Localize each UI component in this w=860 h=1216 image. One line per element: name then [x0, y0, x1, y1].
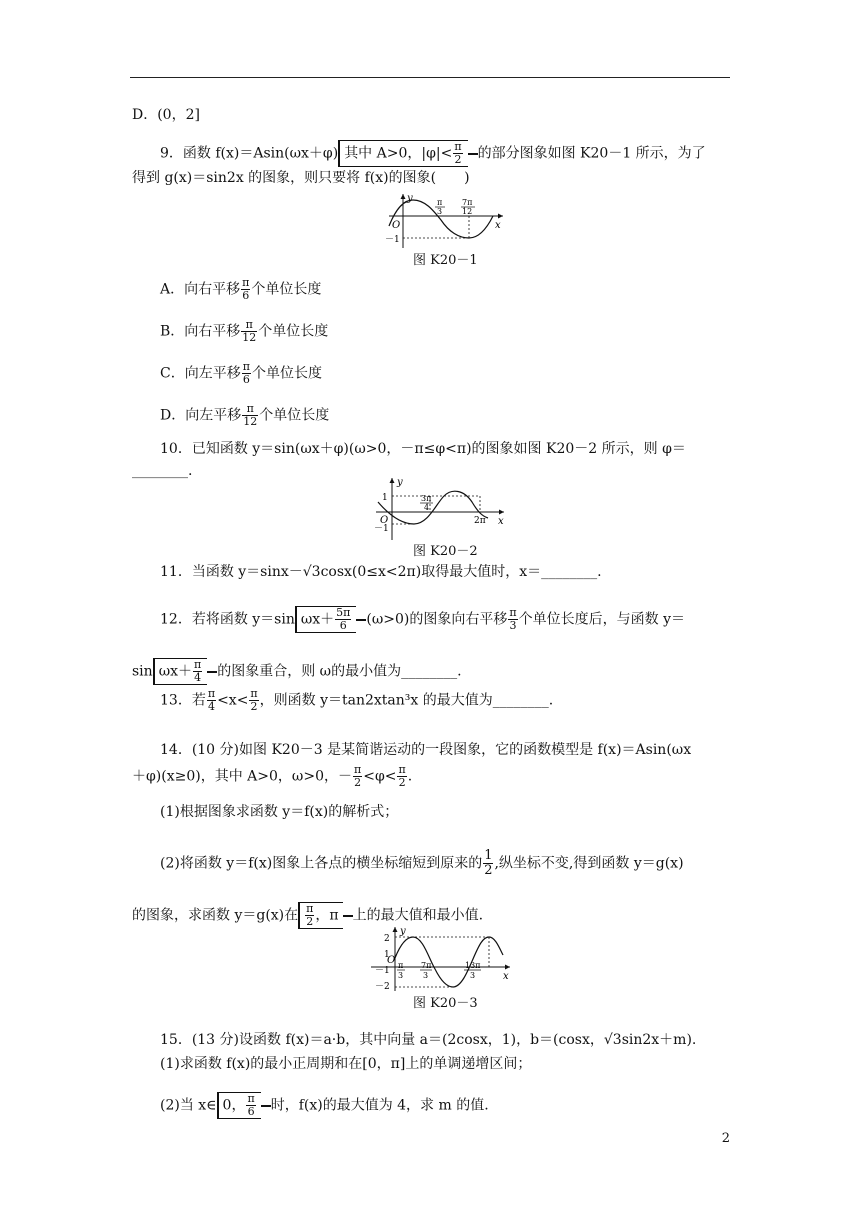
q14-stem-line2: ＋φ)(x≥0)，其中 A>0，ω>0，－ $\frac{\pi}{2}$ <φ< $\frac{\pi}{2}$ . [132, 763, 413, 789]
q12-stem-line2: sin ωx＋ $\frac{\pi}{4}$ 的图象重合，则 ω的最小值为________. [132, 658, 462, 684]
q14-part2-line2: 的图象，求函数 y＝g(x)在 $\frac{\pi}{2}$ ，π 上的最大值和最小值. [132, 902, 484, 928]
q9-option-c: C．向左平移 $\frac{\pi}{6}$ 个单位长度 [160, 360, 322, 386]
svg-text:3: 3 [470, 971, 476, 980]
q15-part1: (1)求函数 f(x)的最小正周期和在[0，π]上的单调递增区间； [160, 1056, 532, 1072]
svg-text:2π: 2π [474, 516, 486, 526]
q9-stem-line2: 得到 g(x)＝sin2x 的图象，则只要将 f(x)的图象( ) [132, 170, 470, 186]
svg-text:O: O [380, 515, 389, 526]
svg-text:O: O [392, 220, 401, 231]
q10-stem-line1: 10．已知函数 y＝sin(ωx＋φ)(ω>0，－π≤φ<π)的图象如图 K20－2 所示，则 φ＝ [160, 441, 686, 457]
figure-k20-2 [370, 476, 510, 542]
q14-part1: (1)根据图象求函数 y＝f(x)的解析式； [160, 804, 399, 820]
svg-text:3: 3 [423, 971, 429, 980]
q12-stem-line1: 12．若将函数 y＝sin ωx＋ $\frac{5\pi}{6}$ (ω>0)的图象向右平移 $\frac{\pi}{3}$ 个单位长度后，与函数 y＝ [160, 606, 685, 632]
svg-text:3π: 3π [421, 494, 432, 503]
svg-text:3: 3 [437, 207, 443, 216]
page-number: 2 [721, 1131, 730, 1146]
q9-option-a: A．向右平移 $\frac{\pi}{6}$ 个单位长度 [160, 276, 322, 302]
caption-k20-2: 图 K20－2 [413, 544, 478, 559]
svg-text:y: y [407, 193, 413, 204]
q10-stem-line2: ________. [132, 463, 193, 479]
q13-stem: 13．若 $\frac{\pi}{4}$ <x< $\frac{\pi}{2}$ ，则函数 y＝tan2xtan³x 的最大值为________. [160, 687, 554, 713]
caption-k20-3: 图 K20－3 [413, 996, 478, 1011]
q15-stem: 15．(13 分)设函数 f(x)＝a·b，其中向量 a＝(2cosx，1)，b＝(cosx，√3sin2x＋m). [160, 1032, 697, 1048]
q15-part2: (2)当 x∈ 0， $\frac{\pi}{6}$ 时，f(x)的最大值为 4，求 m 的值. [160, 1092, 489, 1118]
svg-text:－1: －1 [375, 966, 390, 976]
svg-text:－1: －1 [374, 524, 389, 534]
header-rule [130, 77, 730, 78]
figure-k20-1 [383, 192, 508, 250]
svg-text:1: 1 [384, 950, 390, 960]
svg-text:4: 4 [424, 503, 430, 512]
svg-text:π: π [437, 198, 443, 207]
q14-part2-line1: (2)将函数 y＝f(x)图象上各点的横坐标缩短到原来的 $\frac{1}{2}$ ,纵坐标不变,得到函数 y＝g(x) [160, 848, 684, 878]
caption-k20-1: 图 K20－1 [413, 253, 478, 268]
q9-option-d: D．向左平移 $\frac{\pi}{12}$ 个单位长度 [160, 402, 330, 428]
q9-stem-line1: 9．函数 f(x)＝Asin(ωx＋φ) 其中 A>0，|φ|< $\frac{\pi}{2}$ 的部分图象如图 K20－1 所示，为了 [160, 140, 706, 166]
svg-text:y: y [397, 477, 403, 488]
svg-text:2: 2 [384, 934, 390, 944]
svg-text:x: x [503, 971, 509, 982]
svg-text:x: x [498, 516, 504, 527]
q11-stem: 11．当函数 y＝sinx－√3cosx(0≤x<2π)取得最大值时，x＝________. [160, 564, 602, 580]
figure-k20-3 [365, 925, 515, 993]
svg-text:－1: －1 [385, 235, 400, 245]
svg-text:－2: －2 [375, 982, 390, 992]
svg-text:13π: 13π [465, 961, 481, 970]
svg-text:π: π [398, 961, 404, 970]
q14-stem-line1: 14．(10 分)如图 K20－3 是某简谐运动的一段图象，它的函数模型是 f(x)＝Asin(ωx [160, 742, 692, 758]
svg-text:3: 3 [398, 971, 404, 980]
svg-text:7π: 7π [421, 961, 432, 970]
svg-text:y: y [400, 926, 406, 937]
q8-option-d: D．(0，2] [132, 107, 200, 123]
svg-text:7π: 7π [462, 198, 473, 207]
svg-text:12: 12 [462, 207, 473, 216]
svg-text:1: 1 [382, 493, 388, 503]
q9-option-b: B．向右平移 $\frac{\pi}{12}$ 个单位长度 [160, 318, 329, 344]
q9-condition: 其中 A>0，|φ|< $\frac{\pi}{2}$ [338, 140, 467, 167]
svg-text:x: x [495, 220, 501, 231]
svg-text:O: O [387, 955, 396, 966]
